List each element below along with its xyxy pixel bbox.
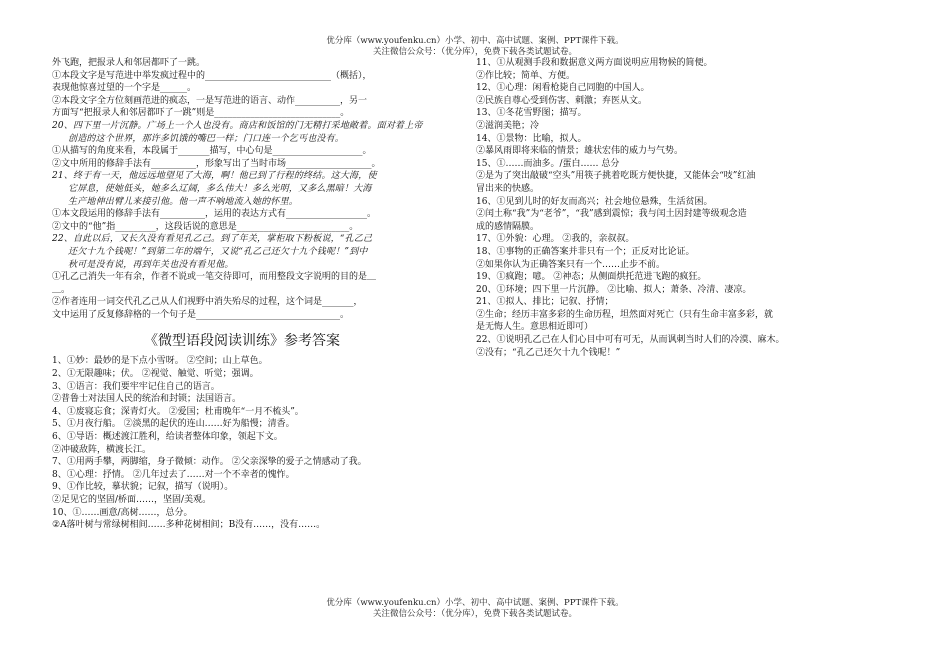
answer-line: 成的感情隔膜。 — [476, 221, 540, 232]
answer-line: ②足见它的坚固/桥面……，坚固/美观。 — [52, 495, 212, 505]
answer-line: 18、①事物的正确答案并非只有一个；正反对比论证。 — [476, 246, 695, 257]
right-column — [476, 57, 866, 359]
question-line: 表现他惊喜过望的一个字是______。 — [52, 83, 197, 94]
passage-line: 它屏息，使她低头，她多么辽阔，多么伟大！多么光明，又多么黑暗！大海 — [68, 183, 372, 194]
answer-line: 是无悔人生。意思相近即可） — [476, 322, 594, 333]
answer-line: 20、①环境；四下里一片沉静。 ②比喻、拟人；萧条、冷清、凄凉。 — [476, 284, 752, 295]
question-line: ①从描写的角度来看，本段属于_______描写，中心句是____________________。 — [52, 146, 372, 157]
passage-line: 22、自此以后，又长久没有看见孔乙己。到了年关，掌柜取下粉板说，“孔乙己 — [52, 234, 373, 245]
question-line: ②文中所用的修辞手法有__________，形象写出了当时市场___________________。 — [52, 158, 381, 169]
passage-line: 还欠十九个钱呢！”到第二年的端午，又说“孔乙己还欠十九个钱呢！”到中 — [68, 246, 368, 257]
question-line: ①孔乙己消失一年有余，作者不说或一笔交待即可，而用整段文字说明的目的是＿ — [52, 272, 377, 283]
answer-line: 4、①废寝忘食；深青灯火。 ②爱国；杜甫晚年“一月不梳头”。 — [52, 406, 304, 417]
answer-line: 10、①……画意/高树……，总分。 — [52, 507, 193, 518]
answer-line: 22、①说明孔乙己在人们心目中可有可无，从而讽刺当时人们的冷漠、麻木。 — [476, 335, 785, 346]
question-line: ＿。 — [52, 284, 71, 295]
footer-line-1: 优分库（www.youfenku.cn）小学、初中、高中试题、案例、PPT课件下载。 — [326, 598, 624, 608]
question-line: ②作者连用一词交代孔乙己从人们视野中消失殆尽的过程，这个词是_______， — [52, 297, 363, 308]
question-line: ①本文段运用的修辞手法有__________，运用的表达方式有__________________。 — [52, 209, 377, 220]
answer-line: 15、①……而油多。/蛋白…… 总分 — [476, 158, 620, 169]
answer-line: ②冲破敌阵，横渡长江。 — [52, 444, 152, 455]
answer-line: 21、①拟人、排比；记叙、抒情； — [476, 297, 614, 308]
answer-line: ②滋润美艳；冷 — [476, 120, 540, 131]
passage-line: 生产地伸出臂儿来接引他。他一声不响地流入她的怀里。 — [68, 196, 299, 207]
page-footer — [0, 598, 950, 620]
passage-line: 21、终于有一天，他远远地望见了大海，啊！他已到了行程的终结。这大海，使 — [52, 171, 377, 182]
answer-line: 1、①妙：最妙的是下点小雪呀。 ②空间；山上草色。 — [52, 356, 268, 367]
question-line: 外飞跑，把报录人和邻居都吓了一跳。 — [52, 58, 206, 68]
answer-line: ②民族自尊心受到伤害、刺激；弃医从文。 — [476, 95, 648, 106]
answer-section-title: 《微型语段阅读训练》参考答案 — [144, 333, 340, 350]
answer-line: 16、①见到儿时的好友而高兴；社会地位悬殊，生活贫困。 — [476, 196, 713, 207]
answer-line: 13、①冬花雪野图；描写。 — [476, 108, 587, 119]
passage-line: 秋可是没有说，再到年关也没有看见他。 — [68, 259, 234, 270]
answer-line: ②没有；“孔乙己还欠十九个钱呢！” — [476, 347, 621, 358]
answer-line: 12、①心理：闲看枪毙自己同胞的中国人。 — [476, 83, 650, 94]
answer-line: 19、①疯跑；噫。 ②神态；从侧面烘托范进飞跑的疯狂。 — [476, 272, 707, 283]
answer-line: 冒出来的快感。 — [476, 183, 540, 194]
answer-line: 14、①景物：比喻，拟人。 — [476, 133, 587, 144]
page-header — [0, 36, 950, 58]
answer-line: 2、①无限趣味；伏。 ②视觉、触觉、听觉；强调。 — [52, 369, 259, 380]
question-line: 文中运用了反复修辞格的一个句子是________________________________。 — [52, 309, 350, 320]
answer-line: 6、①导语：概述渡江胜利，给读者整体印象，领起下文。 — [52, 432, 283, 443]
passage-line: 创造的这个世界，那许多饥饿的嘴巴一样；门口连一个乞丐也没有。 — [68, 133, 345, 144]
answer-line: 11、①从观测手段和数据意义两方面说明应用物候的简便。 — [476, 58, 713, 68]
answer-line: 17、①外貌：心理。 ②我的，亲叔叔。 — [476, 234, 635, 245]
answer-line: ②A落叶树与常绿树相间……多种花树相间；B没有……，没有……。 — [52, 520, 326, 531]
answer-line: ②是为了突出敲破“空头”用筷子挑着吃既方便快捷，又能体会“吱”红油 — [476, 171, 756, 182]
answer-line: ②普鲁士对法国人民的统治和封锁；法国语言。 — [52, 394, 242, 405]
question-line: ②文中的“他”指_________，这段话说的意思是_________________________。 — [52, 221, 359, 232]
footer-line-2: 关注微信公众号：（优分库），免费下载各类试题试卷。 — [372, 609, 577, 619]
answer-line: ②暴风雨即将来临的情景；雄状宏伟的威力与气势。 — [476, 146, 684, 157]
answer-line: ②生命；经历丰富多彩的生命历程，坦然面对死亡（只有生命丰富多彩，就 — [476, 309, 774, 320]
header-line-2: 关注微信公众号：（优分库），免费下载各类试题试卷。 — [372, 47, 577, 57]
answer-line: 9、①作比较，摹状貌；记叙，描写（说明）。 — [52, 482, 234, 493]
answer-line: 7、①用两手攀，两脚缩，身子微倾：动作。 ②父亲深挚的爱子之情感动了我。 — [52, 457, 367, 468]
header-line-1: 优分库（www.youfenku.cn）小学、初中、高中试题、案例、PPT课件下载。 — [326, 36, 624, 46]
passage-line: 20、四下里一片沉静。广场上一个人也没有。商店和饭馆的门无精打采地敞着。面对着上帝 — [52, 120, 423, 131]
answer-line: 8、①心理：抒情。 ②几年过去了……对一个不幸者的愧怍。 — [52, 469, 295, 480]
question-line: ①本段文字是写范进中举发疯过程中的____________________________（概括）， — [52, 70, 372, 81]
answer-line: ②如果你认为正确答案只有一个……止步不前。 — [476, 259, 666, 270]
left-column — [52, 57, 432, 532]
question-line: 方面写“把报录人和邻居都吓了一跳”则是____________________________。 — [52, 108, 350, 119]
answer-line: ②作比较；简单、方便。 — [476, 70, 576, 81]
answer-line: 5、①月夜行船。 ②淡黑的起伏的连山……好为船慢；清香。 — [52, 419, 295, 430]
question-line: ②本段文字全方位刻画范进的疯态，一是写范进的语言、动作__________，另一 — [52, 95, 368, 106]
answer-line: 3、①语言：我们要牢牢记住自己的语言。 — [52, 381, 220, 392]
answer-line: ②闰土称“我”为“老爷”，“我”感到震惊；我与闰土因封建等级观念造 — [476, 209, 747, 220]
